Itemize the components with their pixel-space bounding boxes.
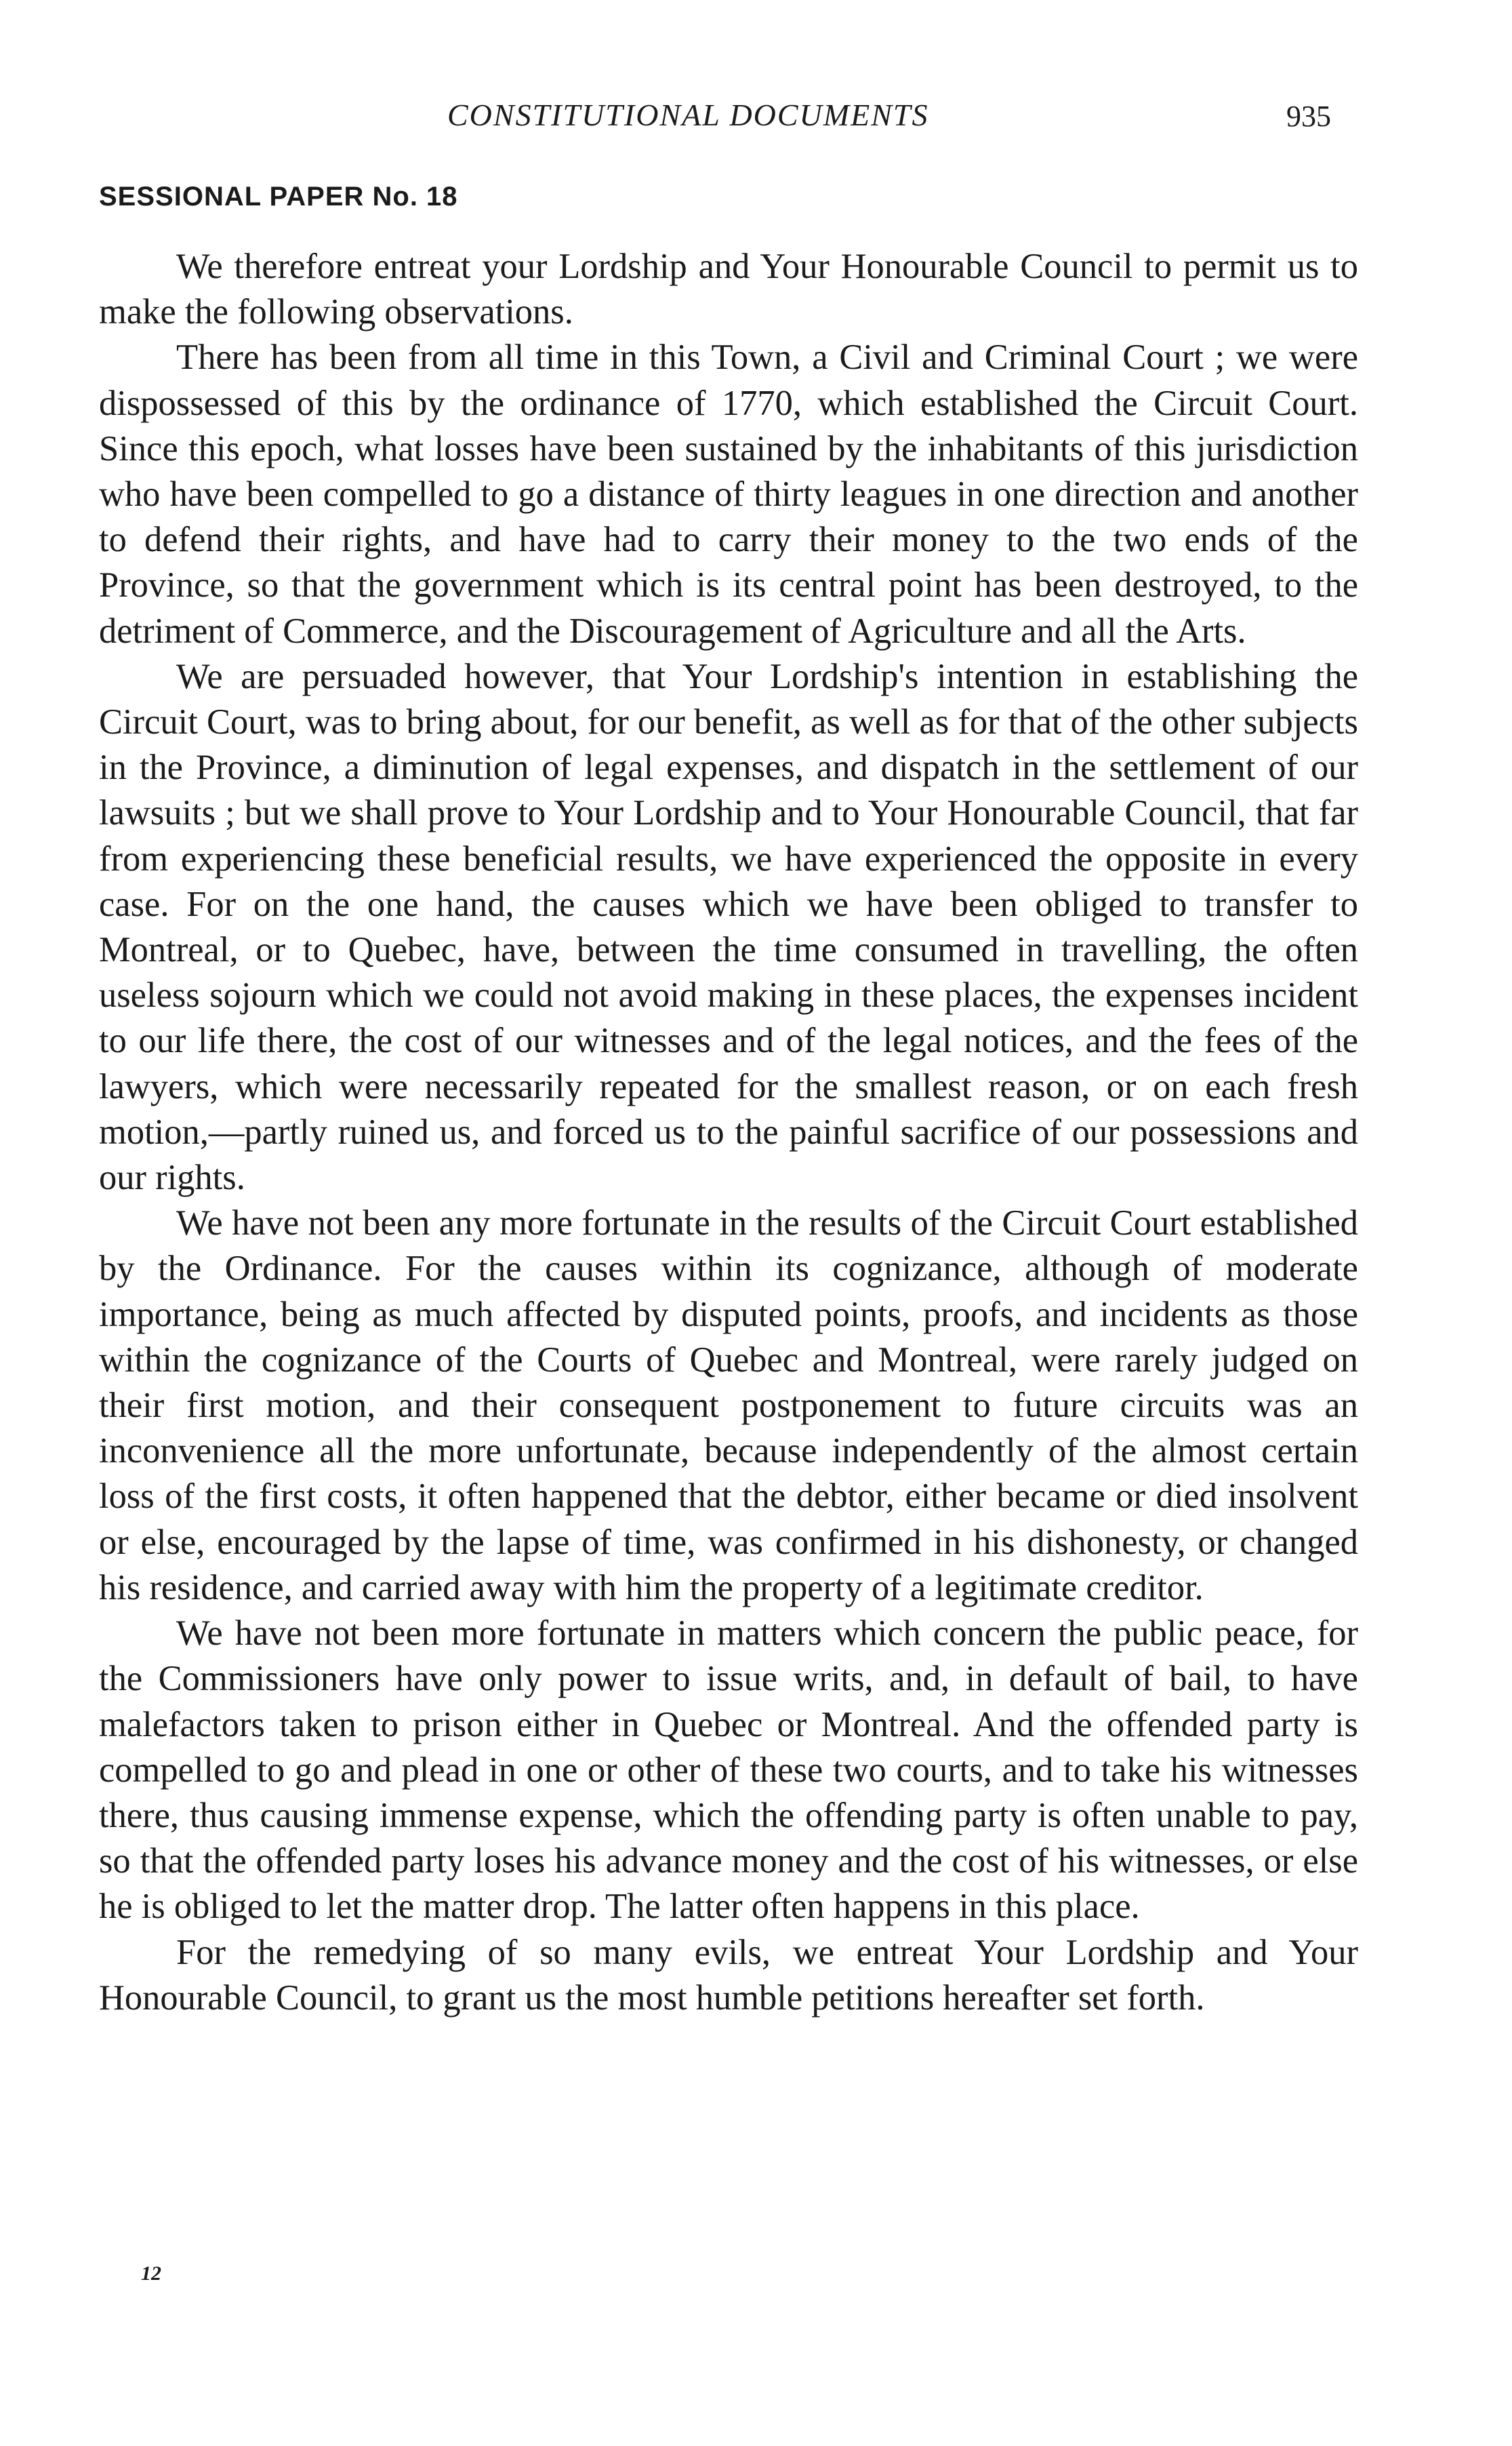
paragraph: We are persuaded however, that Your Lordship's intention in establishing the Circuit Court, was to bring about, for our benefit, as well as for that of the other subjects in the Province, a diminution of legal expenses, and dispatch in the settlement of our lawsuits ; but we shall prove to Your Lordship and to Your Honourable Council, that far from experiencing these beneficial results, we have experienced the opposite in every case. For on the one hand, the causes which we have been obliged to transfer to Montreal, or to Quebec, have, between the time consumed in travelling, the often useless sojourn which we could not avoid making in these places, the expenses incident to our life there, the cost of our witnesses and of the legal notices, and the fees of the lawyers, which were necessarily repeated for the smallest reason, or on each fresh motion,—partly ruined us, and forced us to the painful sacrifice of our possessions and our rights. xyxy=(99,656,1358,1198)
body-text xyxy=(99,244,1358,2021)
page-number: 935 xyxy=(1286,100,1331,133)
paragraph: For the remedying of so many evils, we entreat Your Lordship and Your Honourable Council, to grant us the most humble petitions hereafter set forth. xyxy=(99,1932,1358,2018)
signature-mark: 12 xyxy=(141,2262,161,2285)
running-title: CONSTITUTIONAL DOCUMENTS xyxy=(447,98,929,132)
sessional-paper-label: SESSIONAL PAPER No. 18 xyxy=(99,182,458,212)
paragraph: We have not been any more fortunate in the results of the Circuit Court established by the Ordinance. For the causes within its cognizance, although of moderate importance, being as much affected by disputed points, proofs, and incidents as those within the cognizance of the Courts of Quebec and Montreal, were rarely judged on their first motion, and their consequent postponement to future circuits was an inconvenience all the more unfortunate, because independently of the almost certain loss of the first costs, it often happened that the debtor, either became or died insolvent or else, encouraged by the lapse of time, was confirmed in his dishonesty, or changed his residence, and carried away with him the property of a legitimate creditor. xyxy=(99,1203,1358,1607)
paragraph: We therefore entreat your Lordship and Your Honourable Council to permit us to make the following observations. xyxy=(99,247,1358,332)
paragraph: There has been from all time in this Town, a Civil and Criminal Court ; we were dispossessed of this by the ordinance of 1770, which established the Circuit Court. Since this epoch, what losses have been sustained by the inhabitants of this jurisdiction who have been compelled to go a distance of thirty leagues in one direction and another to defend their rights, and have had to carry their money to the two ends of the Province, so that the government which is its central point has been destroyed, to the detriment of Commerce, and the Discouragement of Agriculture and all the Arts. xyxy=(99,338,1358,651)
paragraph: We have not been more fortunate in matters which concern the public peace, for the Commissioners have only power to issue writs, and, in default of bail, to have malefactors taken to prison either in Quebec or Montreal. And the offended party is compelled to go and plead in one or other of these two courts, and to take his witnesses there, thus causing immense expense, which the offending party is often unable to pay, so that the offended party loses his advance money and the cost of his witnesses, or else he is obliged to let the matter drop. The latter often happens in this place. xyxy=(99,1613,1358,1927)
